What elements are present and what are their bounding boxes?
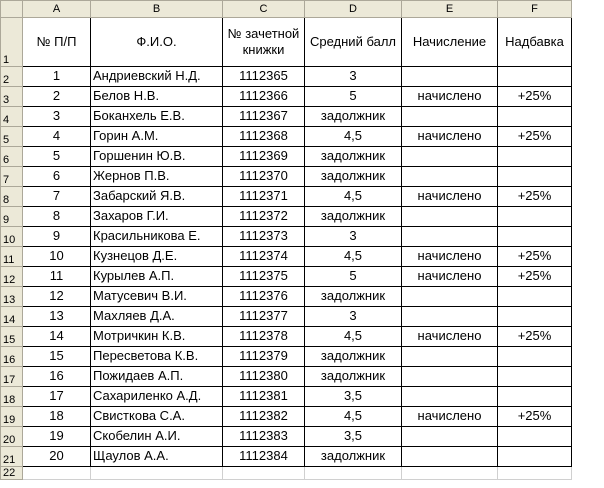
cell-bonus[interactable] — [498, 147, 572, 167]
cell-accrual[interactable] — [402, 367, 498, 387]
cell-book[interactable]: 1112380 — [223, 367, 305, 387]
cell-book[interactable]: 1112371 — [223, 187, 305, 207]
table-row — [1, 187, 572, 207]
row-header[interactable]: 15 — [1, 327, 23, 347]
cell-book[interactable]: 1112366 — [223, 87, 305, 107]
cell-bonus[interactable]: +25% — [498, 327, 572, 347]
table-row — [1, 327, 572, 347]
cell-number[interactable]: 15 — [23, 347, 91, 367]
row-header[interactable]: 5 — [1, 127, 23, 147]
cell-name[interactable]: Махляев Д.А. — [91, 307, 223, 327]
cell-accrual[interactable]: начислено — [402, 87, 498, 107]
cell-accrual[interactable] — [402, 287, 498, 307]
cell-bonus[interactable] — [498, 447, 572, 467]
table-row — [1, 267, 572, 287]
cell-number[interactable]: 6 — [23, 167, 91, 187]
cell-name[interactable]: Кузнецов Д.Е. — [91, 247, 223, 267]
cell-accrual[interactable]: начислено — [402, 187, 498, 207]
table-row-partial — [1, 467, 572, 480]
cell-average[interactable]: 3,5 — [305, 387, 402, 407]
cell-average[interactable]: задолжник — [305, 167, 402, 187]
cell-book[interactable]: 1112372 — [223, 207, 305, 227]
cell-number[interactable]: 16 — [23, 367, 91, 387]
cell-bonus[interactable] — [498, 307, 572, 327]
column-header-row — [1, 1, 572, 18]
cell-average[interactable]: 5 — [305, 267, 402, 287]
cell-number[interactable]: 2 — [23, 87, 91, 107]
row-header[interactable]: 11 — [1, 247, 23, 267]
row-header[interactable]: 20 — [1, 427, 23, 447]
cell-book[interactable]: 1112369 — [223, 147, 305, 167]
row-header[interactable]: 10 — [1, 227, 23, 247]
header-cell-bonus[interactable] — [498, 18, 572, 67]
cell-number[interactable]: 5 — [23, 147, 91, 167]
row-header[interactable]: 14 — [1, 307, 23, 327]
cell-bonus[interactable] — [498, 347, 572, 367]
cell-number[interactable]: 10 — [23, 247, 91, 267]
table-row — [1, 67, 572, 87]
table-row — [1, 447, 572, 467]
row-header[interactable]: 3 — [1, 87, 23, 107]
cell-book[interactable]: 1112378 — [223, 327, 305, 347]
cell-average[interactable]: задолжник — [305, 347, 402, 367]
cell-bonus[interactable] — [498, 167, 572, 187]
table-row — [1, 307, 572, 327]
cell-average[interactable]: задолжник — [305, 207, 402, 227]
row-header[interactable]: 12 — [1, 267, 23, 287]
header-cell-book[interactable] — [223, 18, 305, 67]
header-accrual-label: Начисление — [412, 33, 487, 49]
cell-number[interactable]: 19 — [23, 427, 91, 447]
row-header[interactable]: 19 — [1, 407, 23, 427]
cell-name[interactable]: Андриевский Н.Д. — [91, 67, 223, 87]
cell-book[interactable]: 1112373 — [223, 227, 305, 247]
table-row — [1, 227, 572, 247]
empty-cell[interactable] — [305, 467, 402, 480]
cell-book[interactable]: 1112383 — [223, 427, 305, 447]
cell-accrual[interactable] — [402, 307, 498, 327]
cell-book[interactable]: 1112365 — [223, 67, 305, 87]
row-header[interactable]: 21 — [1, 447, 23, 467]
cell-average[interactable]: 4,5 — [305, 407, 402, 427]
cell-average[interactable]: 3 — [305, 67, 402, 87]
cell-book[interactable]: 1112367 — [223, 107, 305, 127]
table-row — [1, 167, 572, 187]
cell-name[interactable]: Скобелин А.И. — [91, 427, 223, 447]
row-header[interactable]: 7 — [1, 167, 23, 187]
row-header[interactable]: 1 — [1, 18, 23, 67]
header-cell-accrual[interactable] — [402, 18, 498, 67]
header-book-label: № зачетной книжки — [227, 25, 300, 57]
column-header-a[interactable]: A — [23, 1, 91, 18]
cell-bonus[interactable]: +25% — [498, 187, 572, 207]
row-header[interactable]: 18 — [1, 387, 23, 407]
cell-number[interactable]: 20 — [23, 447, 91, 467]
cell-bonus[interactable] — [498, 387, 572, 407]
select-all-corner[interactable] — [1, 1, 23, 18]
column-header-c[interactable]: C — [223, 1, 305, 18]
cell-name[interactable]: Боканхель Е.В. — [91, 107, 223, 127]
cell-book[interactable]: 1112382 — [223, 407, 305, 427]
cell-number[interactable]: 14 — [23, 327, 91, 347]
header-cell-average[interactable] — [305, 18, 402, 67]
cell-average[interactable]: задолжник — [305, 447, 402, 467]
cell-accrual[interactable] — [402, 227, 498, 247]
table-row — [1, 147, 572, 167]
cell-name[interactable]: Жернов П.В. — [91, 167, 223, 187]
cell-name[interactable]: Сахариленко А.Д. — [91, 387, 223, 407]
cell-number[interactable]: 9 — [23, 227, 91, 247]
cell-book[interactable]: 1112381 — [223, 387, 305, 407]
cell-name[interactable]: Свисткова С.А. — [91, 407, 223, 427]
cell-name[interactable]: Горин А.М. — [91, 127, 223, 147]
cell-name[interactable]: Пожидаев А.П. — [91, 367, 223, 387]
cell-accrual[interactable]: начислено — [402, 267, 498, 287]
cell-number[interactable]: 7 — [23, 187, 91, 207]
row-header[interactable]: 13 — [1, 287, 23, 307]
cell-number[interactable]: 18 — [23, 407, 91, 427]
empty-cell[interactable] — [91, 467, 223, 480]
cell-accrual[interactable] — [402, 147, 498, 167]
cell-bonus[interactable] — [498, 367, 572, 387]
cell-average[interactable]: 4,5 — [305, 247, 402, 267]
cell-book[interactable]: 1112376 — [223, 287, 305, 307]
cell-average[interactable]: 4,5 — [305, 327, 402, 347]
empty-cell[interactable] — [223, 467, 305, 480]
cell-average[interactable]: 3 — [305, 227, 402, 247]
cell-number[interactable]: 11 — [23, 267, 91, 287]
table-header-row — [1, 18, 572, 67]
cell-name[interactable]: Забарский Я.В. — [91, 187, 223, 207]
cell-book[interactable]: 1112384 — [223, 447, 305, 467]
table-row — [1, 387, 572, 407]
row-header[interactable]: 2 — [1, 67, 23, 87]
table-row — [1, 347, 572, 367]
cell-accrual[interactable] — [402, 107, 498, 127]
table-row — [1, 407, 572, 427]
row-header[interactable]: 22 — [1, 467, 23, 480]
column-header-b[interactable]: B — [91, 1, 223, 18]
empty-cell[interactable] — [402, 467, 498, 480]
row-header[interactable]: 16 — [1, 347, 23, 367]
cell-name[interactable]: Пересветова К.В. — [91, 347, 223, 367]
cell-number[interactable]: 12 — [23, 287, 91, 307]
column-header-f[interactable]: F — [498, 1, 572, 18]
cell-number[interactable]: 1 — [23, 67, 91, 87]
column-header-d[interactable]: D — [305, 1, 402, 18]
row-header[interactable]: 6 — [1, 147, 23, 167]
cell-average[interactable]: 4,5 — [305, 127, 402, 147]
cell-average[interactable]: задолжник — [305, 367, 402, 387]
cell-name[interactable]: Горшенин Ю.В. — [91, 147, 223, 167]
header-average-label: Средний балл — [309, 33, 396, 49]
cell-bonus[interactable] — [498, 207, 572, 227]
header-cell-number[interactable] — [23, 18, 91, 67]
cell-average[interactable]: 4,5 — [305, 187, 402, 207]
cell-bonus[interactable]: +25% — [498, 87, 572, 107]
cell-book[interactable]: 1112379 — [223, 347, 305, 367]
table-row — [1, 427, 572, 447]
column-header-e[interactable]: E — [402, 1, 498, 18]
cell-bonus[interactable] — [498, 287, 572, 307]
cell-bonus[interactable] — [498, 67, 572, 87]
cell-accrual[interactable] — [402, 67, 498, 87]
table-row — [1, 247, 572, 267]
table-row — [1, 367, 572, 387]
cell-accrual[interactable] — [402, 447, 498, 467]
cell-bonus[interactable]: +25% — [498, 407, 572, 427]
cell-accrual[interactable] — [402, 427, 498, 447]
cell-bonus[interactable] — [498, 427, 572, 447]
cell-accrual[interactable] — [402, 207, 498, 227]
cell-number[interactable]: 3 — [23, 107, 91, 127]
row-header[interactable]: 8 — [1, 187, 23, 207]
cell-accrual[interactable] — [402, 167, 498, 187]
table-row — [1, 207, 572, 227]
cell-accrual[interactable] — [402, 347, 498, 367]
cell-book[interactable]: 1112368 — [223, 127, 305, 147]
cell-name[interactable]: Матусевич В.И. — [91, 287, 223, 307]
cell-average[interactable]: 5 — [305, 87, 402, 107]
cell-bonus[interactable]: +25% — [498, 247, 572, 267]
cell-bonus[interactable]: +25% — [498, 267, 572, 287]
cell-name[interactable]: Белов Н.В. — [91, 87, 223, 107]
cell-average[interactable]: задолжник — [305, 107, 402, 127]
cell-name[interactable]: Курылев А.П. — [91, 267, 223, 287]
table-row — [1, 287, 572, 307]
cell-number[interactable]: 17 — [23, 387, 91, 407]
cell-book[interactable]: 1112375 — [223, 267, 305, 287]
cell-name[interactable]: Щаулов А.А. — [91, 447, 223, 467]
row-header[interactable]: 17 — [1, 367, 23, 387]
cell-book[interactable]: 1112377 — [223, 307, 305, 327]
cell-bonus[interactable] — [498, 107, 572, 127]
cell-accrual[interactable]: начислено — [402, 247, 498, 267]
cell-average[interactable]: 3,5 — [305, 427, 402, 447]
cell-accrual[interactable]: начислено — [402, 327, 498, 347]
table-row — [1, 87, 572, 107]
header-bonus-label: Надбавка — [505, 33, 564, 49]
header-cell-name[interactable] — [91, 18, 223, 67]
cell-name[interactable]: Мотричкин К.В. — [91, 327, 223, 347]
table-row — [1, 127, 572, 147]
header-number-label: № П/П — [36, 33, 77, 49]
row-header[interactable]: 4 — [1, 107, 23, 127]
cell-accrual[interactable] — [402, 387, 498, 407]
cell-accrual[interactable]: начислено — [402, 407, 498, 427]
cell-number[interactable]: 8 — [23, 207, 91, 227]
cell-number[interactable]: 4 — [23, 127, 91, 147]
cell-number[interactable]: 13 — [23, 307, 91, 327]
cell-bonus[interactable] — [498, 227, 572, 247]
empty-cell[interactable] — [498, 467, 572, 480]
cell-average[interactable]: задолжник — [305, 287, 402, 307]
cell-accrual[interactable]: начислено — [402, 127, 498, 147]
empty-cell[interactable] — [23, 467, 91, 480]
cell-bonus[interactable]: +25% — [498, 127, 572, 147]
cell-name[interactable]: Захаров Г.И. — [91, 207, 223, 227]
cell-book[interactable]: 1112370 — [223, 167, 305, 187]
row-header[interactable]: 9 — [1, 207, 23, 227]
cell-average[interactable]: задолжник — [305, 147, 402, 167]
cell-average[interactable]: 3 — [305, 307, 402, 327]
cell-name[interactable]: Красильникова Е. — [91, 227, 223, 247]
header-name-label: Ф.И.О. — [136, 33, 177, 49]
table-row — [1, 107, 572, 127]
cell-book[interactable]: 1112374 — [223, 247, 305, 267]
